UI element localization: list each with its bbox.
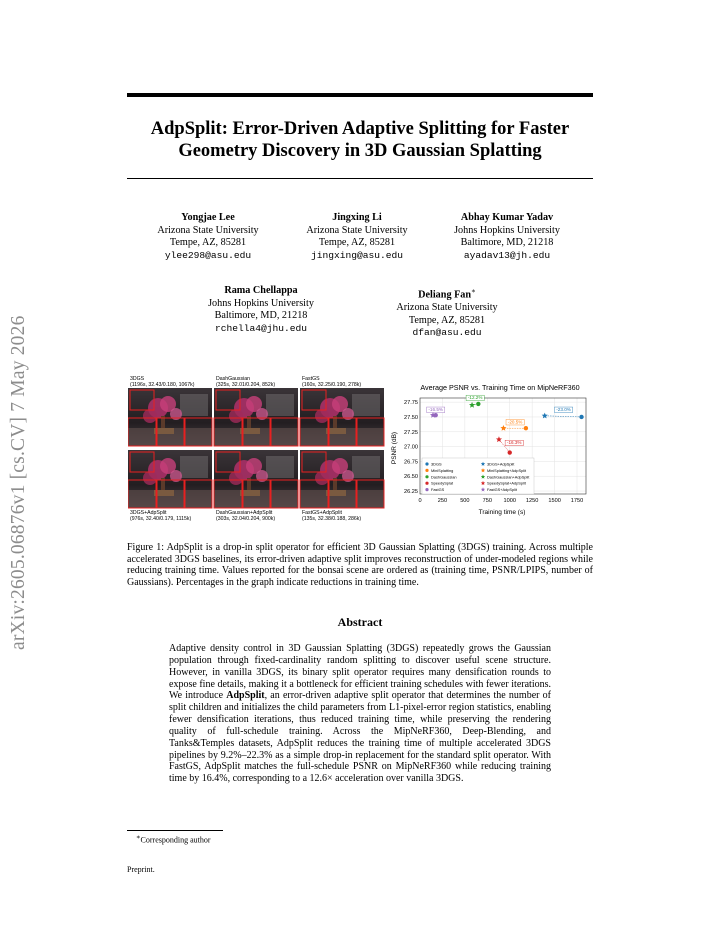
legend-entry: 3DGS [431,461,442,467]
legend-marker [425,482,428,485]
title-line-1: AdpSplit: Error-Driven Adaptive Splitting for Faster [150,119,570,139]
legend-entry: MiniSplatting+AdpSplit [487,467,527,473]
x-tick-label: 1750 [570,498,584,504]
author-email[interactable]: rchella4@jhu.edu [214,322,308,334]
abstract-text-start: Adaptive density control in 3D Gaussian Splatting (3DGS) repeatedly grows the Gaussian population through fixed-cardinality random splitting to discover useful scene structure. However, in vanilla 3DGS, its binary split operator requires many densification rounds to expose fine details, making it a bottleneck for efficient training schedules with fewer iterations. We introduce [169,643,551,702]
author-name: Jingxing Li [332,212,382,223]
footnote-text: Corresponding author [140,835,211,845]
footnote [136,833,211,845]
title-bottom-rule [127,178,593,179]
author-email[interactable]: ayadav13@jh.edu [463,249,551,261]
point-minisplatting-adpsplit [500,425,506,431]
abstract-body [169,643,551,785]
author-email[interactable]: ylee298@asu.edu [164,249,252,261]
y-tick-label: 26.75 [404,459,418,466]
abstract-method-name: AdpSplit [226,690,265,702]
point-speedysplat-adpsplit [496,436,502,442]
grid-label-dashgaussian [216,376,275,388]
x-tick-label: 250 [437,498,448,504]
abstract-heading: Abstract [337,615,383,629]
figure-caption: Figure 1: AdpSplit is a drop-in split operator for efficient 3D Gaussian Splatting (3DGS) training. Across multiple accelerated 3DGS baselines, its error-driven adaptive split improves reconstruction of under-modeled regions while reducing training time. Values reported for the bonsai scene are ordered as (training time, PSNR/LPIPS, number of Gaussians). Percentages in the graph indicate reductions in training time. [127,542,593,589]
chart-ylabel: PSNR (dB) [391,431,398,465]
grid-label-dashgaussian-adpsplit [216,510,275,522]
title-top-rule [127,93,593,97]
grid-label-3dgs [130,376,195,388]
point-3dgs [579,415,583,419]
annotation-label: -20.5% [507,419,523,425]
grid-label-fastgs-adpsplit [302,510,361,522]
chart-title: Average PSNR vs. Training Time on MipNeRF360 [420,383,580,392]
annotation-label: -23.0% [556,407,571,413]
y-tick-label: 27.75 [404,400,418,407]
author-affiliation: Johns Hopkins University [454,224,560,236]
x-tick-label: 500 [460,498,470,504]
author-name [372,285,522,302]
legend-entry: FastGS [431,487,445,493]
panel-fastgs [300,388,384,446]
legend-entry: FastGS+AdpSplit [487,487,517,493]
x-tick-label: 1250 [525,498,539,504]
legend-marker [425,488,428,491]
grid-label-stats: (1196s, 32.43/0.180, 1067k) [130,382,195,388]
author-block [432,212,582,262]
grid-label-stats: (135s, 32.38/0.188, 286k) [302,516,362,522]
legend-entry: 3DGS+AdpSplit [487,461,515,467]
author-affiliation: Arizona State University [157,224,259,236]
grid-label-3dgs-adpsplit [130,510,191,522]
panel-dashgaussian [214,388,298,446]
point-dashgaussian [476,402,480,406]
title-line-2: Geometry Discovery in 3D Gaussian Splatting [178,141,542,161]
grid-label-stats: (976s, 32.40/0.179, 1115k) [130,516,192,522]
grid-label-fastgs [302,376,361,388]
legend-marker [425,475,428,478]
grid-label-name: FastGS [302,376,320,382]
author-email[interactable]: dfan@asu.edu [412,327,482,339]
author-block [282,212,432,262]
legend-entry: DashGaussian [431,474,457,480]
paper-title [127,118,593,162]
grid-label-name: DashGaussian+AdpSplit [216,510,273,516]
bonsai-render-grid [128,388,386,510]
grid-label-stats: (325s, 32.01/0.204, 852k) [216,382,276,388]
footnote-rule [127,830,223,831]
author-name: Rama Chellappa [224,285,298,296]
author-name-text: Deliang Fan [418,289,472,301]
x-tick-label: 0 [418,498,422,504]
author-location: Tempe, AZ, 85281 [318,237,396,249]
author-affiliation: Arizona State University [306,224,408,236]
chart-legend [422,458,534,494]
y-tick-label: 27.25 [404,429,418,436]
author-location: Tempe, AZ, 85281 [169,237,247,249]
psnr-vs-time-chart [390,378,595,520]
point-minisplatting [524,426,528,430]
legend-entry: SpeedySplat+AdpSplit [487,480,526,486]
y-tick-label: 27.00 [404,444,418,451]
legend-entry: MiniSplatting [431,467,454,473]
author-name: Yongjae Lee [181,212,235,223]
y-tick-label: 27.50 [404,414,418,421]
grid-label-stats: (303s, 32.04/0.204, 900k) [216,516,276,522]
author-name: Abhay Kumar Yadav [460,212,554,223]
arxiv-identifier: arXiv:2605.06876v1 [cs.CV] 7 May 2026 [8,315,29,650]
grid-label-name: 3DGS+AdpSplit [130,510,167,516]
grid-label-name: 3DGS [130,376,145,382]
panel-dashgaussian-adpsplit [214,450,298,508]
author-location: Tempe, AZ, 85281 [408,314,486,326]
author-block [372,285,522,340]
annotation-label: -12.2% [467,395,483,401]
author-affiliation: Arizona State University [396,301,498,313]
point-dashgaussian-adpsplit [469,402,475,408]
author-location: Baltimore, MD, 21218 [214,310,308,322]
y-tick-label: 26.50 [404,474,418,481]
preprint-label: Preprint. [127,865,155,874]
chart-annotations [427,395,582,452]
legend-marker [425,462,428,465]
legend-entry: SpeedySplat [431,480,454,486]
grid-label-name: DashGaussian [216,376,251,382]
legend-entry: DashGaussian+AdpSplit [487,474,530,480]
x-tick-label: 1500 [548,498,561,504]
annotation-label: -16.3% [506,440,522,446]
author-block [133,212,283,262]
author-email[interactable]: jingxing@asu.edu [310,249,404,261]
x-tick-label: 750 [482,498,492,504]
grid-label-stats: (160s, 32.25/0.190, 278k) [302,382,362,388]
footnote-mark: ∗ [136,834,141,841]
y-tick-label: 26.25 [404,489,418,496]
author-block [186,285,336,335]
corresponding-mark: ∗ [471,287,476,295]
author-location: Baltimore, MD, 21218 [460,237,554,249]
point-3dgs-adpsplit [542,413,548,419]
point-speedysplat [508,450,512,454]
panel-3dgs-adpsplit [128,450,212,508]
chart-xlabel: Training time (s) [478,509,526,516]
abstract-text-end: , an error-driven adaptive split operator that determines the number of split children and initializes the child parameters from L1-pixel-error region statistics, enabling fewer densification iterations, thus reduced training time, while preserving the rendering quality of full-schedule training. Across the MipNeRF360, Deep-Blending, and Tanks&Temples datasets, AdpSplit reduces the training time of multiple accelerated 3DGS pipelines by 9.2%–22.3% as a simple drop-in replacement for the standard split operator. With FastGS, AdpSplit matches the full-schedule PSNR on MipNeRF360 while reducing training time by 16.4%, corresponding to a 12.6× acceleration over vanilla 3DGS. [169,690,552,785]
x-tick-label: 1000 [503,498,516,504]
grid-label-name: FastGS+AdpSplit [302,510,342,516]
annotation-label: -16.5% [428,407,443,413]
panel-3dgs [128,388,212,446]
panel-fastgs-adpsplit [300,450,384,508]
author-affiliation: Johns Hopkins University [208,297,314,309]
legend-marker [425,469,428,472]
